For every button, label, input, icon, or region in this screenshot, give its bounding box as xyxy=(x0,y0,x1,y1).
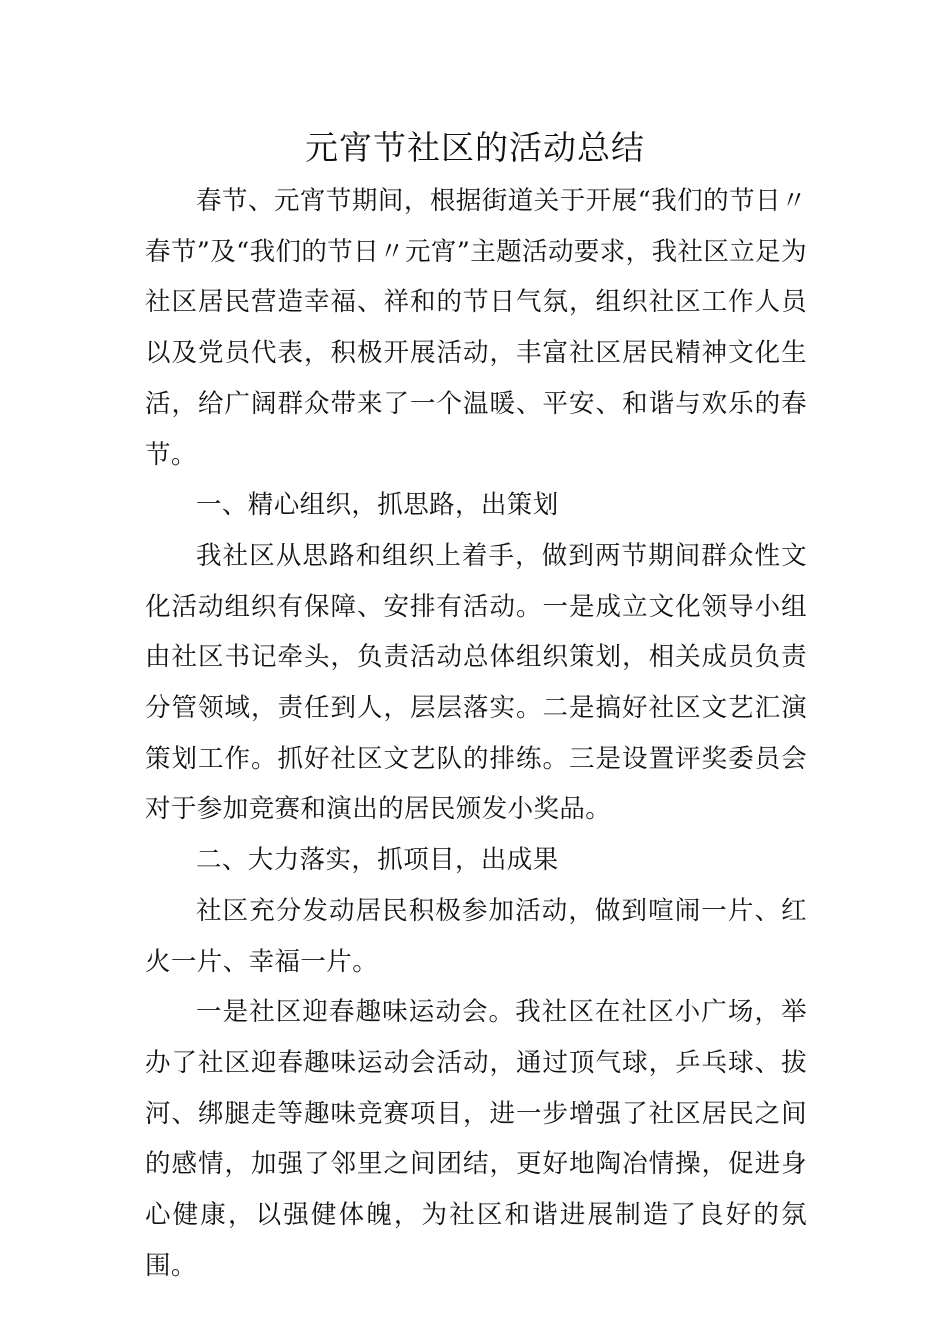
document-body xyxy=(145,176,807,1291)
paragraph-intro: 春节、元宵节期间，根据街道关于开展“我们的节日〃春节”及“我们的节日〃元宵”主题活动要求，我社区立足为社区居民营造幸福、祥和的节日气氛，组织社区工作人员以及党员代表，积极开展活动，丰富社区居民精神文化生活，给广阔群众带来了一个温暖、平安、和谐与欢乐的春节。 xyxy=(145,186,807,470)
paragraph-organization: 我社区从思路和组织上着手，做到两节期间群众性文化活动组织有保障、安排有活动。一是成立文化领导小组由社区书记牵头，负责活动总体组织策划，相关成员负责分管领域，责任到人，层层落实。二是搞好社区文艺汇演策划工作。抓好社区文艺队的排练。三是设置评奖委员会对于参加竞赛和演出的居民颁发小奖品。 xyxy=(145,540,807,825)
document-title: 元宵节社区的活动总结 xyxy=(305,128,645,167)
paragraph-participation: 社区充分发动居民积极参加活动，做到喧闹一片、红火一片、幸福一片。 xyxy=(145,895,807,977)
section-heading-2: 二、大力落实，抓项目，出成果 xyxy=(196,845,559,876)
paragraph-sports-meet: 一是社区迎春趣味运动会。我社区在社区小广场，举办了社区迎春趣味运动会活动，通过顶气球，乒乓球、拔河、绑腿走等趣味竞赛项目，进一步增强了社区居民之间的感情，加强了邻里之间团结，更好地陶冶情操，促进身心健康，以强健体魄，为社区和谐进展制造了良好的氛围。 xyxy=(145,997,807,1281)
section-heading-1: 一、精心组织，抓思路，出策划 xyxy=(196,490,559,521)
